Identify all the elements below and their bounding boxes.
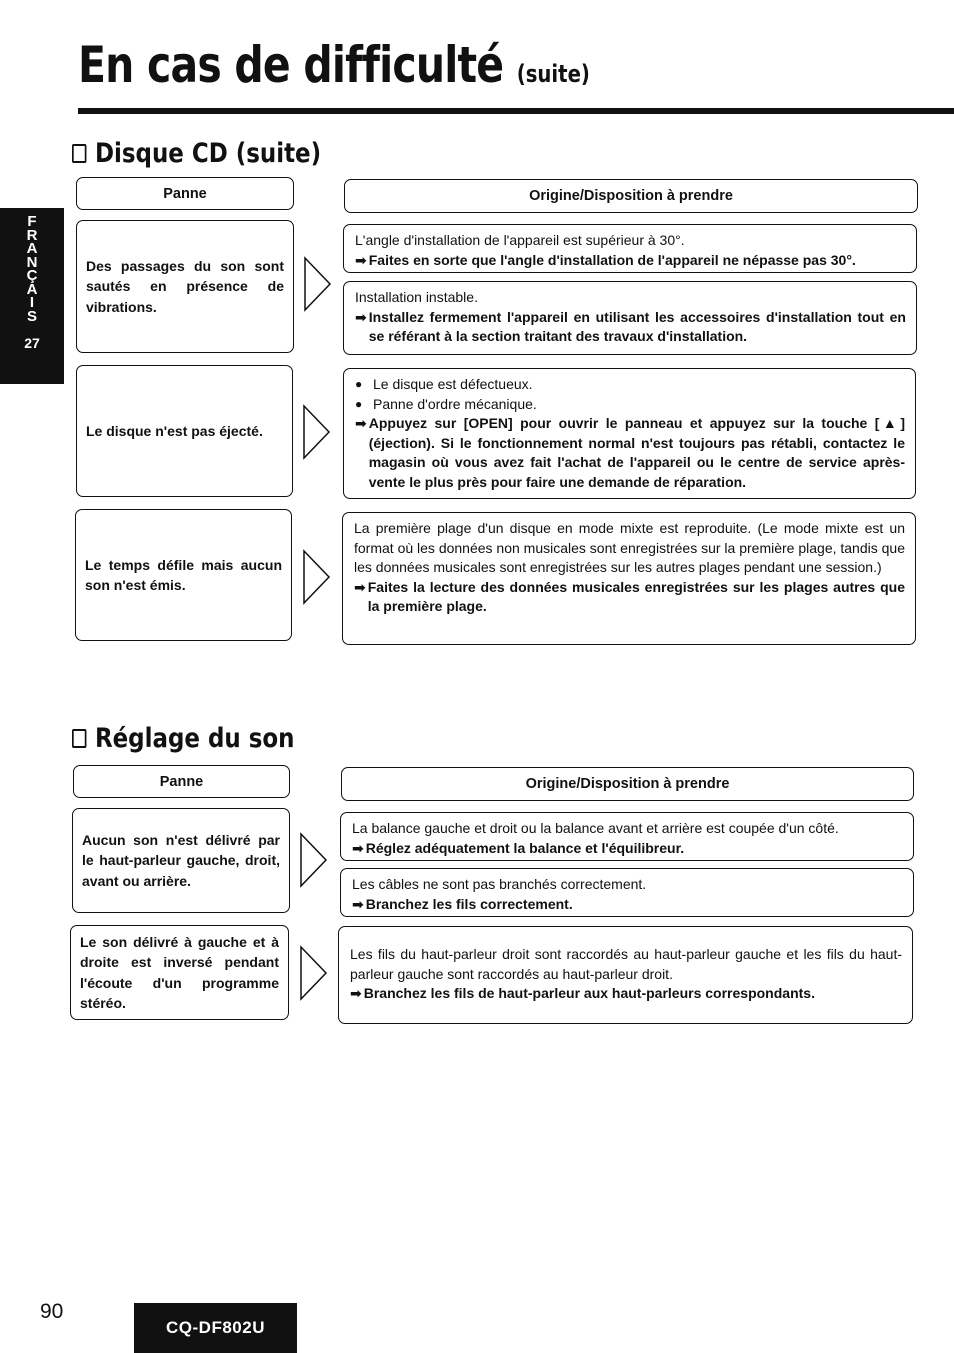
arrow-right-icon [299,945,329,1001]
panne-text: Aucun son n'est délivré par le haut-parleur gauche, droit, avant ou arrière. [82,831,280,889]
panne-text: Des passages du son sont sautés en présence de vibrations. [86,257,284,315]
section-title-reglage-son [72,725,294,752]
cause-box [343,224,917,273]
section-box-icon [72,144,86,163]
language-letter: S [26,307,37,325]
cause-box [340,812,914,861]
remedy-text: Branchez les fils correctement. [365,895,573,912]
bullet-icon: ● [355,396,363,411]
language-letters [0,208,64,323]
section-title-text: Réglage du son [94,723,295,754]
page-title [78,36,590,94]
remedy-text: Réglez adéquatement la balance et l'équilibreur. [365,839,685,856]
panne-text: Le disque n'est pas éjecté. [86,422,263,439]
remedy [350,984,902,1004]
language-letter: I [29,294,35,311]
language-letter: F [27,213,37,230]
cause-box [342,512,916,645]
remedy-arrow-icon: ➡ [355,251,367,268]
remedy-arrow-icon: ➡ [355,308,367,325]
cause-text: La balance gauche et droit ou la balance avant et arrière est coupée d'un côté. [352,820,839,836]
remedy-arrow-icon: ➡ [350,985,362,1001]
remedy-text: Branchez les fils de haut-parleur aux haut-parleurs correspondants. [363,985,815,1001]
cause-text: Les câbles ne sont pas branchés correctement. [352,876,647,892]
cause-bullet [355,375,905,395]
model-badge [134,1303,297,1353]
section-title-text: Disque CD (suite) [94,138,322,169]
remedy-text: Installez fermement l'appareil en utilisant les accessoires d'installation tout en se référant à la section traitant des travaux d'installation. [368,308,906,344]
panne-box [75,509,292,641]
cause-text: Installation instable. [355,289,478,305]
panne-header [73,765,290,798]
language-page-number: 27 [24,335,40,351]
arrow-right-icon [302,404,332,460]
section-box-icon [72,729,86,748]
remedy [352,895,903,915]
page-title-main: En cas de difficulté [78,36,504,94]
title-rule [78,108,954,114]
arrow-right-icon [303,256,333,312]
model-name: CQ-DF802U [166,1318,265,1337]
cause-header [344,179,918,213]
cause-header-label: Origine/Disposition à prendre [525,776,730,792]
cause-box [343,281,917,355]
cause-header-label: Origine/Disposition à prendre [529,188,733,204]
remedy [355,308,906,347]
remedy-text: Faites la lecture des données musicales enregistrées sur les plages autres que la première plage. [367,578,905,614]
cause-bullet [355,395,905,415]
panne-box [76,365,293,497]
cause-text: Les fils du haut-parleur droit sont raccordés au haut-parleur gauche et les fils du haut-parleur gauche sont raccordés au haut-parleur droit. [350,946,902,982]
cause-box [340,868,914,917]
bullet-icon: ● [355,377,363,391]
panne-text: Le temps défile mais aucun son n'est émis. [85,556,282,593]
section-title-disque-cd [72,140,321,167]
cause-box [343,368,916,499]
remedy-arrow-icon: ➡ [352,895,364,912]
remedy-arrow-icon: ➡ [352,839,364,856]
panne-header [76,177,294,210]
remedy-text: Appuyez sur [OPEN] pour ouvrir le panneau et appuyez sur la touche [▲] (éjection). Si le fonctionnement normal n'est toujours pas rétabli, contactez le magasin où vous avez fait l'achat de l'appareil ou le centre de service après-vente le plus près pour faire une demande de réparation. [368,415,905,490]
arrow-right-icon [299,832,329,888]
remedy [355,251,906,271]
cause-text: La première plage d'un disque en mode mixte est reproduite. (Le mode mixte est un format où les données non musicales sont enregistrées sur la première plage, tandis que les données musicales sont enregistrées sur les autres plages pendant une session.) [354,520,905,575]
cause-text: L'angle d'installation de l'appareil est supérieur à 30°. [355,232,685,248]
panne-header-label: Panne [159,773,204,790]
remedy [355,414,905,492]
remedy-text: Faites en sorte que l'angle d'installation de l'appareil ne népasse pas 30°. [368,251,856,268]
language-letter: A [26,280,38,298]
language-tab [0,208,64,384]
panne-box [76,220,294,353]
panne-box [72,808,290,913]
cause-header [341,767,914,801]
panne-box [70,925,289,1020]
language-letter: Ç [26,267,38,284]
cause-box [338,926,913,1024]
language-letter: R [26,226,38,244]
language-letter: A [26,240,38,257]
language-letter: N [26,253,38,271]
cause-bullet-text: Panne d'ordre mécanique. [373,395,537,412]
page-number: 90 [40,1300,64,1323]
cause-bullet-text: Le disque est défectueux. [373,376,533,392]
arrow-right-icon [302,549,332,605]
remedy-arrow-icon: ➡ [355,415,367,431]
panne-text: Le son délivré à gauche et à droite est inversé pendant l'écoute d'un programme stéréo. [80,933,279,1011]
remedy [354,578,905,617]
page-title-suffix: (suite) [516,60,590,88]
remedy [352,839,903,859]
remedy-arrow-icon: ➡ [354,578,366,595]
panne-header-label: Panne [163,185,207,202]
